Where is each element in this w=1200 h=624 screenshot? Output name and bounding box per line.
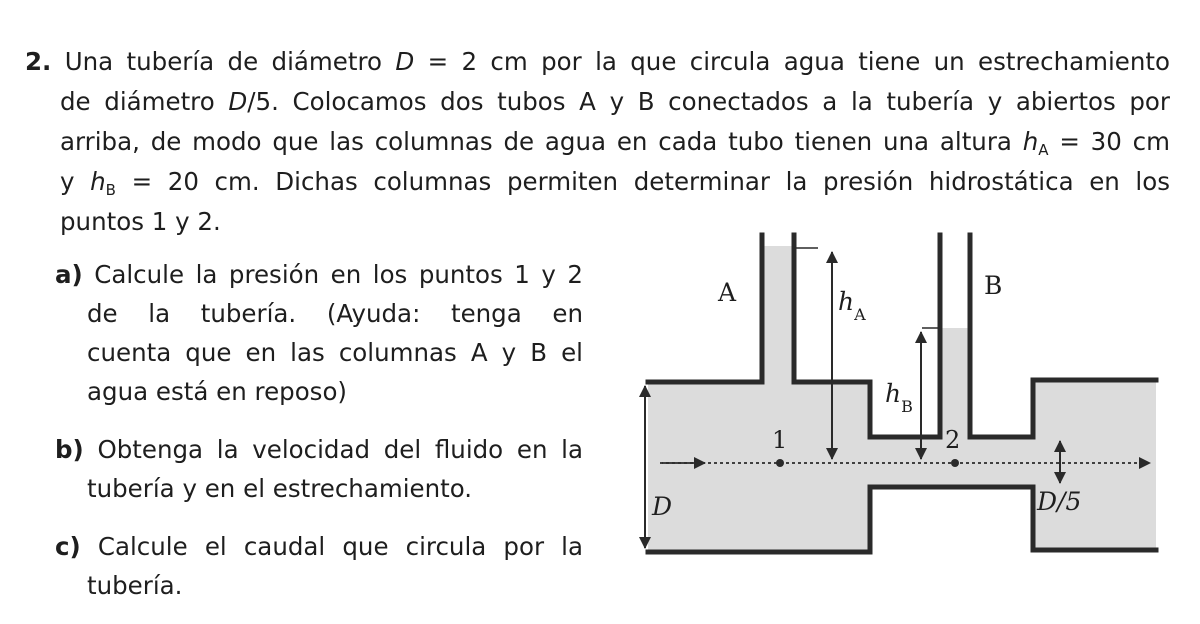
part-b: b) Obtenga la velocidad del fluido en la tubería y en el estrechamiento. <box>55 435 583 503</box>
point-2-marker <box>951 459 959 467</box>
problem-line-1: 2. Una tubería de diámetro D = 2 cm por la que circula agua tiene un estrechamiento <box>25 47 1170 76</box>
point-2-label: 2 <box>945 426 961 454</box>
problem-number: 2. <box>25 47 52 76</box>
part-a: a) Calcule la presión en los puntos 1 y 2 de la tubería. (Ayuda: tenga en cuenta que en las columnas A y B el agua está en reposo) <box>55 260 583 406</box>
d5-label: D/5 <box>1037 487 1082 516</box>
point-1-marker <box>776 459 784 467</box>
problem-line-4: y $h_B = 20$ cm. Dichas columnas permiten determinar la presión hidrostática en los <box>60 167 1170 199</box>
problem-line-2: de diámetro D/5. Colocamos dos tubos A y B conectados a la tubería y abiertos por <box>60 87 1170 116</box>
tube-a-label: A <box>718 278 737 307</box>
problem-line-5: puntos 1 y 2. <box>60 207 221 236</box>
ha-label: $h_A$ <box>838 287 866 324</box>
problem-line-3: arriba, de modo que las columnas de agua en cada tubo tienen una altura $h_A = 30$ cm <box>60 127 1170 159</box>
d-label: D <box>652 492 673 521</box>
point-1-label: 1 <box>772 426 788 454</box>
tube-b-label: B <box>984 271 1003 300</box>
part-b-label: b) <box>55 435 84 464</box>
part-c: c) Calcule el caudal que circula por la tubería. <box>55 532 583 600</box>
part-a-label: a) <box>55 260 83 289</box>
hb-label: $h_B$ <box>885 379 913 416</box>
part-c-label: c) <box>55 532 81 561</box>
